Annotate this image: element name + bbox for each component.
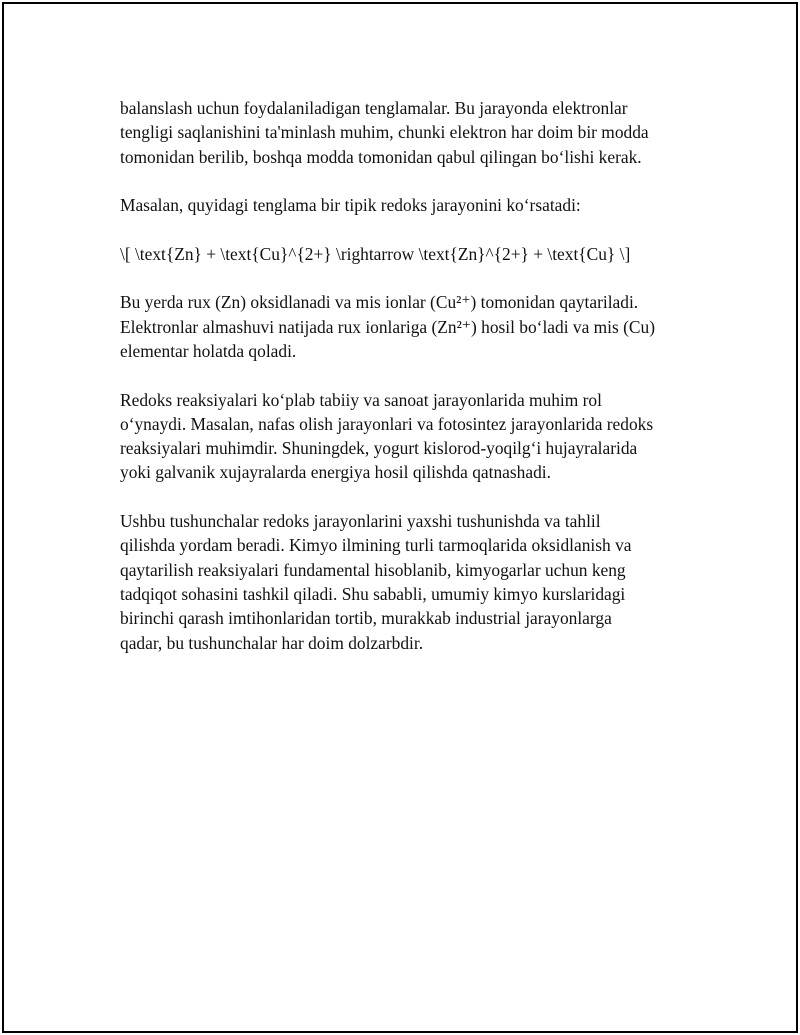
text-line: yoki galvanik xujayralarda energiya hosil qilishda qatnashadi. [120, 462, 551, 483]
text-line: tengligi saqlanishini ta'minlash muhim, chunki elektron har doim bir modda [120, 122, 649, 143]
paragraph-conclusion [120, 509, 710, 655]
document-body [120, 96, 710, 679]
text-line: Elektronlar almashuvi natijada rux ionlariga (Zn²⁺) hosil bo‘ladi va mis (Cu) [120, 316, 656, 337]
paragraph-explanation [120, 290, 710, 363]
text-line: Bu yerda rux (Zn) oksidlanadi va mis ionlar (Cu²⁺) tomonidan qaytariladi. [120, 292, 639, 313]
equation-text: \[ \text{Zn} + \text{Cu}^{2+} \rightarrow \text{Zn}^{2+} + \text{Cu} \] [120, 243, 631, 264]
paragraph-example [120, 193, 710, 217]
text-line: qadar, bu tushunchalar har doim dolzarbdir. [120, 632, 424, 653]
document-page [2, 2, 798, 1033]
text-line: qaytarilish reaksiyalari fundamental hisoblanib, kimyogarlar uchun keng [120, 559, 626, 580]
text-line: reaksiyalari muhimdir. Shuningdek, yogurt kislorod-yoqilg‘i hujayralarida [120, 438, 638, 459]
text-line: Masalan, quyidagi tenglama bir tipik redoks jarayonini ko‘rsatadi: [120, 195, 581, 216]
text-line: tomonidan berilib, boshqa modda tomonidan qabul qilingan bo‘lishi kerak. [120, 146, 642, 167]
text-line: Ushbu tushunchalar redoks jarayonlarini yaxshi tushunishda va tahlil [120, 511, 601, 532]
paragraph-applications [120, 388, 710, 485]
text-line: balanslash uchun foydalaniladigan tenglamalar. Bu jarayonda elektronlar [120, 98, 628, 118]
text-line: Redoks reaksiyalari ko‘plab tabiiy va sanoat jarayonlarida muhim rol [120, 389, 602, 410]
equation-line [120, 242, 710, 266]
text-line: birinchi qarash imtihonlaridan tortib, murakkab industrial jarayonlarga [120, 608, 612, 629]
text-line: o‘ynaydi. Masalan, nafas olish jarayonlari va fotosintez jarayonlarida redoks [120, 413, 654, 434]
text-line: tadqiqot sohasini tashkil qiladi. Shu sababli, umumiy kimyo kurslaridagi [120, 583, 626, 604]
text-line: qilishda yordam beradi. Kimyo ilmining turli tarmoqlarida oksidlanish va [120, 535, 632, 556]
paragraph-intro [120, 96, 710, 169]
text-line: elementar holatda qoladi. [120, 340, 297, 361]
